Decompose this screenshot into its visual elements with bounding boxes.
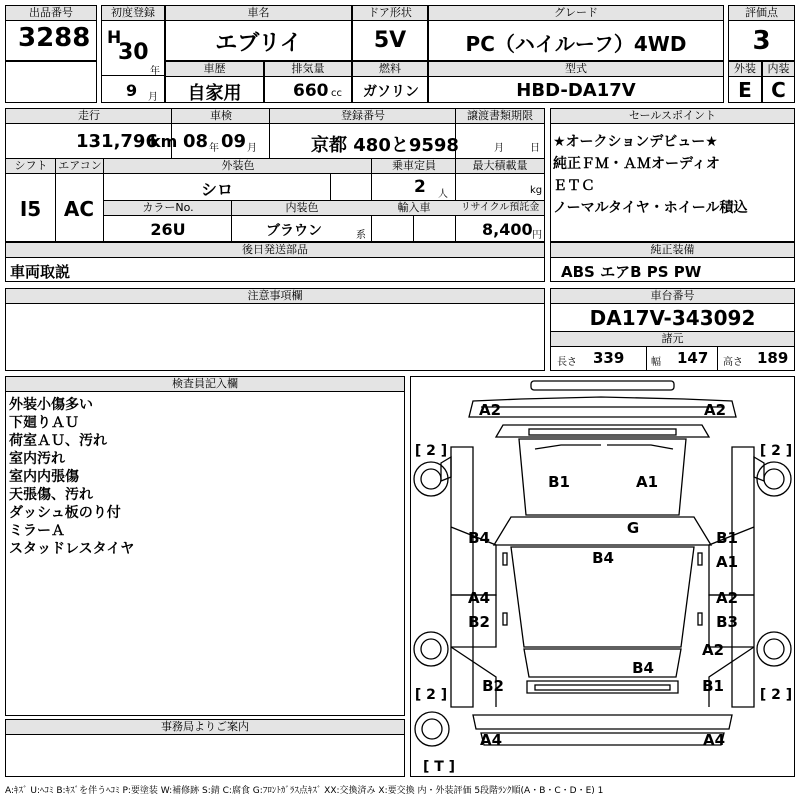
note-line: ダッシュ板のり付 <box>9 505 121 521</box>
door-header: ドア形状 <box>353 6 427 21</box>
color-number: 26U <box>150 220 186 239</box>
damage-mark-front-right-bumper: A2 <box>703 401 727 419</box>
kei-unit: 系 <box>356 230 366 241</box>
ext-color-header: 外装色 <box>104 159 372 174</box>
inspection-year: 08 <box>183 131 209 152</box>
damage-mark-hood-b1: B1 <box>548 473 570 491</box>
length-label: 長さ <box>557 357 577 368</box>
registration-month: 9 <box>126 81 138 100</box>
width-label: 幅 <box>651 357 661 368</box>
history-box <box>165 61 264 103</box>
damage-mark-right-b3: B3 <box>716 613 738 631</box>
inspection-header: 車検 <box>172 109 270 124</box>
fuel-type: ガソリン <box>363 84 419 100</box>
model-box <box>428 61 724 103</box>
damage-mark-right-a1: A1 <box>715 553 739 571</box>
length-value: 339 <box>593 349 625 367</box>
month-unit: 月 <box>148 92 158 103</box>
transfer-header: 譲渡書類期限 <box>456 109 544 124</box>
note-line: 室内内張傷 <box>9 469 79 485</box>
car-damage-diagram <box>411 377 794 776</box>
damage-mark-left-b2: B2 <box>468 613 490 631</box>
history-header: 車歴 <box>166 62 263 77</box>
mileage-header: 走行 <box>6 109 172 124</box>
overall-score: 3 <box>752 26 771 56</box>
person-unit: 人 <box>438 189 448 200</box>
damage-diagram-box <box>410 376 795 777</box>
door-type: 5V <box>373 28 407 53</box>
sales-point-box <box>550 108 795 242</box>
details-block <box>5 108 545 242</box>
fuel-header: 燃料 <box>353 62 427 77</box>
chassis-header: 車台番号 <box>551 289 794 304</box>
note-line: 天張傷、汚れ <box>9 487 93 503</box>
genuine-equipment: ABS エアB PS PW <box>561 263 702 281</box>
first-registration-header: 初度登録 <box>102 6 164 21</box>
damage-mark-rear-b4: B4 <box>632 659 654 677</box>
aircon-header: エアコン <box>56 159 104 174</box>
damage-mark-right-b1: B1 <box>716 529 738 547</box>
damage-mark-rear-a2: A2 <box>701 641 725 659</box>
displacement-box <box>264 61 352 103</box>
shift-header: シフト <box>6 159 56 174</box>
tire-label-spare: [ T ] <box>422 759 456 775</box>
damage-mark-rear-b2: B2 <box>482 677 504 695</box>
damage-mark-left-front-door: B4 <box>468 529 490 547</box>
lot-number-header: 出品番号 <box>6 6 96 21</box>
sales-point-4: ノーマルタイヤ・ホイール積込 <box>553 200 748 216</box>
note-line: 荷室ＡＵ、汚れ <box>9 433 107 449</box>
shift-type: I5 <box>19 197 42 221</box>
cc-unit: cc <box>331 88 342 99</box>
lot-number-box <box>5 5 97 61</box>
legend: A:ｷｽﾞ U:ﾍｺﾐ B:ｷｽﾞを伴うﾍｺﾐ P:要塗装 W:補修跡 S:錆 C:腐食 G:ﾌﾛﾝﾄｶﾞﾗｽ点ｷｽﾞ XX:交換済み X:要交換 内・外装評価 5段階ﾗﾝｸ順(A・B・C・D・E) 1 <box>5 786 604 796</box>
year-unit: 年 <box>150 66 160 77</box>
inspection-year-unit: 年 <box>209 143 219 154</box>
transfer-month-unit: 月 <box>494 143 504 154</box>
registration-year: 30 <box>118 40 149 65</box>
capacity-header: 乗車定員 <box>372 159 456 174</box>
caution-header: 注意事項欄 <box>6 289 544 304</box>
fuel-box <box>352 61 428 103</box>
score-box <box>728 5 795 61</box>
interior-grade-box <box>762 61 795 103</box>
color-no-header: カラーNo. <box>104 201 232 216</box>
inspector-notes-box <box>5 376 405 716</box>
import-header: 輸入車 <box>372 201 456 216</box>
note-line: 室内汚れ <box>9 451 65 467</box>
later-parts: 車両取説 <box>10 263 71 281</box>
recycle-header: リサイクル預託金 <box>456 201 544 216</box>
damage-mark-roof: B4 <box>592 549 614 567</box>
note-line: 外装小傷多い <box>9 397 93 413</box>
door-box <box>352 5 428 61</box>
km-unit: km <box>150 132 178 151</box>
max-load-header: 最大積載量 <box>456 159 544 174</box>
score-header: 評価点 <box>729 6 794 21</box>
sales-point-2: 純正ＦＭ・ＡＭオーディオ <box>553 156 720 172</box>
height-value: 189 <box>757 349 789 367</box>
height-label: 高さ <box>723 357 743 368</box>
sales-point-header: セールスポイント <box>551 109 794 124</box>
mileage: 131,796 <box>76 131 158 152</box>
office-box <box>5 719 405 777</box>
blank-box <box>5 61 97 103</box>
chassis-box <box>550 288 795 371</box>
grade-box <box>428 5 724 61</box>
transfer-day-unit: 日 <box>530 143 540 154</box>
capacity: 2 <box>414 177 426 197</box>
displacement-header: 排気量 <box>265 62 351 77</box>
exterior-grade: E <box>738 78 752 102</box>
model-header: 型式 <box>429 62 723 77</box>
tire-label-rear-right: [ 2 ] <box>759 687 793 703</box>
damage-mark-windshield: G <box>626 519 640 537</box>
later-parts-header: 後日発送部品 <box>6 243 544 258</box>
width-value: 147 <box>677 349 709 367</box>
note-line: ミラーＡ <box>9 523 65 539</box>
grade: PC（ハイルーフ）4WD <box>465 32 687 56</box>
registration-number: 京都 480と9598 <box>311 135 459 156</box>
chassis-number: DA17V-343092 <box>589 306 756 330</box>
car-name: エブリイ <box>215 31 302 56</box>
damage-mark-right-a2: A2 <box>715 589 739 607</box>
damage-mark-hood-a1: A1 <box>635 473 659 491</box>
int-color-header: 内装色 <box>232 201 372 216</box>
tire-label-front-left: [ 2 ] <box>414 443 448 459</box>
grade-header: グレード <box>429 6 723 21</box>
damage-mark-rear-b1: B1 <box>702 677 724 695</box>
tire-label-front-right: [ 2 ] <box>759 443 793 459</box>
vehicle-history: 自家用 <box>187 83 242 104</box>
displacement: 660 <box>293 81 329 101</box>
aircon-type: AC <box>63 197 95 221</box>
reg-number-header: 登録番号 <box>270 109 456 124</box>
first-registration-box <box>101 5 165 103</box>
specs-header: 諸元 <box>551 331 794 347</box>
inspector-header: 検査員記入欄 <box>6 377 404 392</box>
damage-mark-rear-left-bumper: A4 <box>479 731 503 749</box>
yen-unit: 円 <box>532 230 542 241</box>
car-name-header: 車名 <box>166 6 351 21</box>
tire-label-rear-left: [ 2 ] <box>414 687 448 703</box>
car-name-box <box>165 5 352 61</box>
interior-color: ブラウン <box>266 223 322 239</box>
lot-number: 3288 <box>18 23 91 53</box>
kg-unit: kg <box>530 185 543 196</box>
era-letter: H <box>107 28 122 48</box>
later-parts-box <box>5 242 545 282</box>
sales-point-3: ＥＴＣ <box>553 178 595 194</box>
sales-point-1: ★オークションデビュー★ <box>553 134 718 150</box>
damage-mark-left-a4: A4 <box>467 589 491 607</box>
exterior-color: シロ <box>200 180 233 199</box>
interior-grade: C <box>771 78 786 102</box>
recycle-fee: 8,400 <box>482 220 533 239</box>
interior-header: 内装 <box>763 62 794 77</box>
genuine-header: 純正装備 <box>551 243 794 258</box>
exterior-header: 外装 <box>729 62 761 77</box>
inspection-month: 09 <box>221 131 247 152</box>
exterior-grade-box <box>728 61 762 103</box>
damage-mark-rear-right-bumper: A4 <box>702 731 726 749</box>
office-header: 事務局よりご案内 <box>6 720 404 735</box>
note-line: スタッドレスタイヤ <box>9 541 135 557</box>
inspection-month-unit: 月 <box>247 143 257 154</box>
note-line: 下廻りＡＵ <box>9 415 79 431</box>
caution-box <box>5 288 545 371</box>
damage-mark-front-left-bumper: A2 <box>478 401 502 419</box>
model-code: HBD-DA17V <box>516 80 636 101</box>
genuine-equipment-box <box>550 242 795 282</box>
